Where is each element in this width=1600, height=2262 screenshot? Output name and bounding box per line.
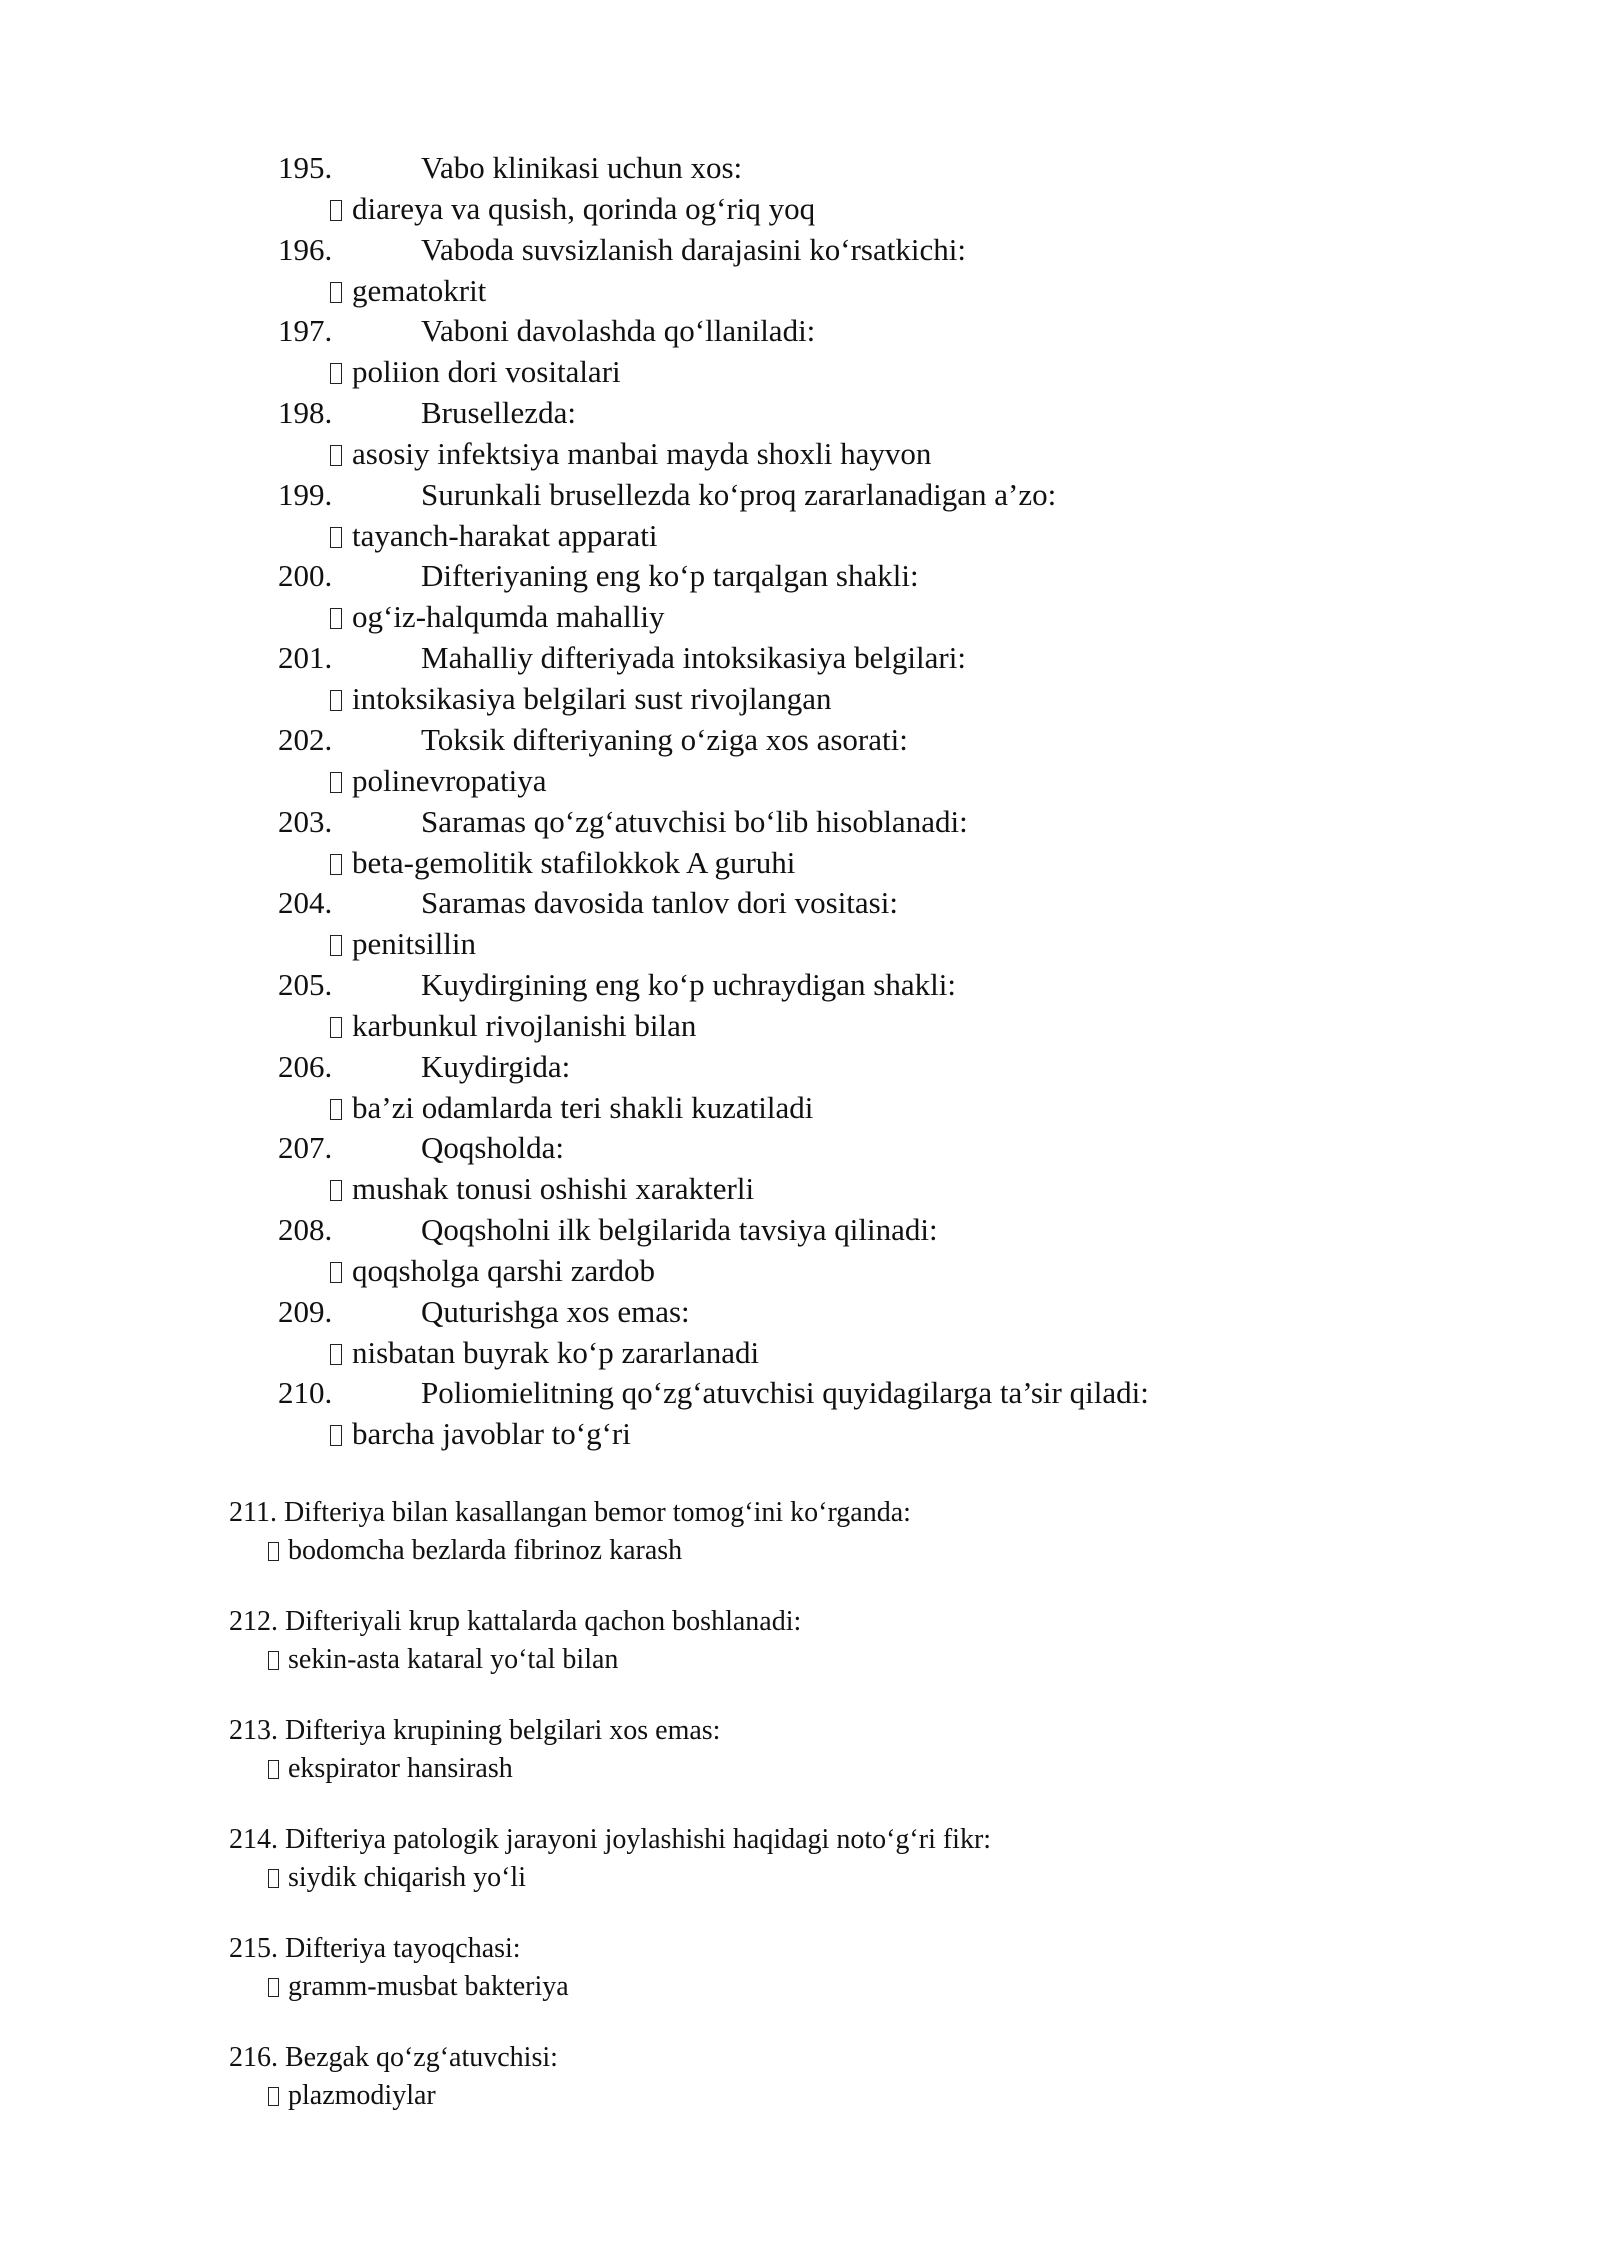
list-item [0, 965, 1600, 1047]
question-text: Saramas qo‘zg‘atuvchisi bo‘lib hisoblanadi: [421, 803, 968, 839]
list-item [0, 393, 1600, 475]
checkbox-square-icon [330, 1017, 342, 1038]
question-text: Vabo klinikasi uchun xos: [421, 150, 743, 185]
question-number: 201. [278, 640, 333, 676]
checkbox-square-icon [330, 854, 342, 875]
checkbox-square-icon [330, 445, 342, 466]
answer-line [330, 924, 476, 964]
answer-text: karbunkul rivojlanishi bilan [352, 1007, 697, 1043]
answer-line [330, 189, 815, 229]
question-text: Kuydirgining eng ko‘p uchraydigan shakli: [421, 966, 956, 1002]
answer-line [330, 1333, 759, 1373]
checkbox-square-icon [330, 608, 342, 629]
question-text: 213. Difteriya krupining belgilari xos emas: [229, 1715, 721, 1746]
checkbox-square-icon [330, 690, 342, 711]
question-number: 200. [278, 558, 333, 594]
list-item [0, 1604, 1600, 1713]
list-item [0, 1822, 1600, 1931]
list-item [0, 1292, 1600, 1374]
question-number: 206. [278, 1048, 333, 1084]
list-item [0, 556, 1600, 638]
list-item [0, 1931, 1600, 2040]
list-item [0, 883, 1600, 965]
answer-text: plazmodiylar [288, 2080, 436, 2111]
answer-text: ekspirator hansirash [288, 1753, 513, 1784]
question-number: 197. [278, 313, 333, 349]
answer-text: beta-gemolitik stafilokkok A guruhi [352, 844, 796, 880]
answer-line [268, 1860, 526, 1896]
question-number: 196. [278, 231, 333, 267]
checkbox-square-icon [330, 1099, 342, 1120]
question-number: 208. [278, 1211, 333, 1247]
question-text: Vaboni davolashda qo‘llaniladi: [421, 313, 816, 349]
checkbox-square-icon [330, 772, 342, 793]
checkbox-square-icon [268, 1760, 279, 1779]
checkbox-square-icon [330, 935, 342, 956]
checkbox-square-icon [330, 363, 342, 384]
answer-line [330, 761, 547, 801]
question-text: 215. Difteriya tayoqchasi: [229, 1933, 521, 1964]
question-text: 214. Difteriya patologik jarayoni joylashishi haqidagi noto‘g‘ri fikr: [229, 1824, 992, 1855]
question-number: 207. [278, 1130, 333, 1166]
answer-line [330, 843, 795, 883]
question-text: Kuydirgida: [421, 1048, 571, 1084]
list-item [0, 475, 1600, 557]
list-item [0, 1047, 1600, 1129]
question-number: 199. [278, 476, 333, 512]
answer-line [330, 1088, 813, 1128]
question-text: Poliomielitning qo‘zg‘atuvchisi quyidagilarga ta’sir qiladi: [421, 1375, 1149, 1411]
checkbox-square-icon [268, 1869, 279, 1888]
list-item [0, 1210, 1600, 1292]
list-item [0, 1495, 1600, 1604]
question-number: 202. [278, 721, 333, 757]
list-item [0, 311, 1600, 393]
question-text: Difteriyaning eng ko‘p tarqalgan shakli: [421, 558, 919, 594]
answer-text: nisbatan buyrak ko‘p zararlanadi [352, 1334, 760, 1370]
answer-text: poliion dori vositalari [352, 354, 621, 390]
question-number: 195. [278, 150, 333, 185]
question-list-b [0, 1495, 1600, 2149]
answer-text: gematokrit [352, 272, 487, 308]
question-number: 205. [278, 966, 333, 1002]
answer-text: tayanch-harakat apparati [352, 517, 658, 553]
list-item [0, 802, 1600, 884]
answer-text: ba’zi odamlarda teri shakli kuzatiladi [352, 1089, 814, 1125]
list-item [0, 638, 1600, 720]
answer-line [330, 1414, 631, 1454]
answer-line [268, 2078, 436, 2114]
question-text: 216. Bezgak qo‘zg‘atuvchisi: [229, 2042, 558, 2073]
answer-line [330, 434, 931, 474]
checkbox-square-icon [330, 200, 342, 221]
answer-text: diareya va qusish, qorinda og‘riq yoq [352, 191, 816, 226]
list-item [0, 720, 1600, 802]
answer-text: polinevropatiya [352, 762, 547, 798]
answer-line [330, 679, 832, 719]
answer-text: gramm-musbat bakteriya [288, 1971, 569, 2002]
checkbox-square-icon [330, 1262, 342, 1283]
answer-line [330, 352, 621, 392]
answer-line [330, 1169, 754, 1209]
answer-text: penitsillin [352, 926, 476, 962]
question-text: Saramas davosida tanlov dori vositasi: [421, 885, 898, 921]
question-number: 204. [278, 885, 333, 921]
question-list-a [0, 148, 1600, 1455]
question-text: Surunkali brusellezda ko‘proq zararlanadigan a’zo: [421, 476, 1057, 512]
checkbox-square-icon [330, 527, 342, 548]
list-item [0, 230, 1600, 312]
checkbox-square-icon [330, 1425, 342, 1446]
question-number: 198. [278, 395, 333, 431]
checkbox-square-icon [330, 1344, 342, 1365]
checkbox-square-icon [268, 1651, 279, 1670]
answer-line [330, 1251, 655, 1291]
answer-line [268, 1969, 569, 2005]
answer-text: mushak tonusi oshishi xarakterli [352, 1171, 755, 1207]
checkbox-square-icon [268, 1542, 279, 1561]
list-item [0, 1128, 1600, 1210]
question-text: Mahalliy difteriyada intoksikasiya belgilari: [421, 640, 966, 676]
answer-text: asosiy infektsiya manbai mayda shoxli hayvon [352, 436, 932, 472]
answer-line [330, 271, 486, 311]
answer-text: sekin-asta kataral yo‘tal bilan [288, 1644, 619, 1675]
question-text: Vaboda suvsizlanish darajasini ko‘rsatkichi: [421, 231, 966, 267]
answer-line [330, 516, 658, 556]
answer-line [268, 1533, 682, 1569]
answer-line [268, 1751, 513, 1787]
question-number: 210. [278, 1375, 333, 1411]
checkbox-square-icon [268, 1978, 279, 1997]
list-item [0, 2040, 1600, 2149]
answer-text: barcha javoblar to‘g‘ri [352, 1416, 631, 1452]
answer-text: intoksikasiya belgilari sust rivojlangan [352, 681, 832, 717]
checkbox-square-icon [268, 2087, 279, 2106]
answer-text: bodomcha bezlarda fibrinoz karash [288, 1535, 683, 1566]
checkbox-square-icon [330, 1180, 342, 1201]
list-item [0, 1373, 1600, 1455]
list-item [0, 148, 1600, 230]
question-text: Quturishga xos emas: [421, 1293, 690, 1329]
question-text: Qoqsholni ilk belgilarida tavsiya qilinadi: [421, 1211, 938, 1247]
question-text: 212. Difteriyali krup kattalarda qachon boshlanadi: [229, 1606, 802, 1637]
answer-text: siydik chiqarish yo‘li [288, 1862, 526, 1893]
answer-text: og‘iz-halqumda mahalliy [352, 599, 665, 635]
checkbox-square-icon [330, 282, 342, 303]
answer-line [330, 1006, 696, 1046]
answer-line [330, 597, 664, 637]
question-number: 203. [278, 803, 333, 839]
question-text: Brusellezda: [421, 395, 576, 431]
question-text: 211. Difteriya bilan kasallangan bemor tomog‘ini ko‘rganda: [229, 1497, 911, 1528]
answer-line [268, 1642, 618, 1678]
question-text: Qoqsholda: [421, 1130, 564, 1166]
list-item [0, 1713, 1600, 1822]
answer-text: qoqsholga qarshi zardob [352, 1252, 656, 1288]
question-text: Toksik difteriyaning o‘ziga xos asorati: [421, 721, 908, 757]
question-number: 209. [278, 1293, 333, 1329]
